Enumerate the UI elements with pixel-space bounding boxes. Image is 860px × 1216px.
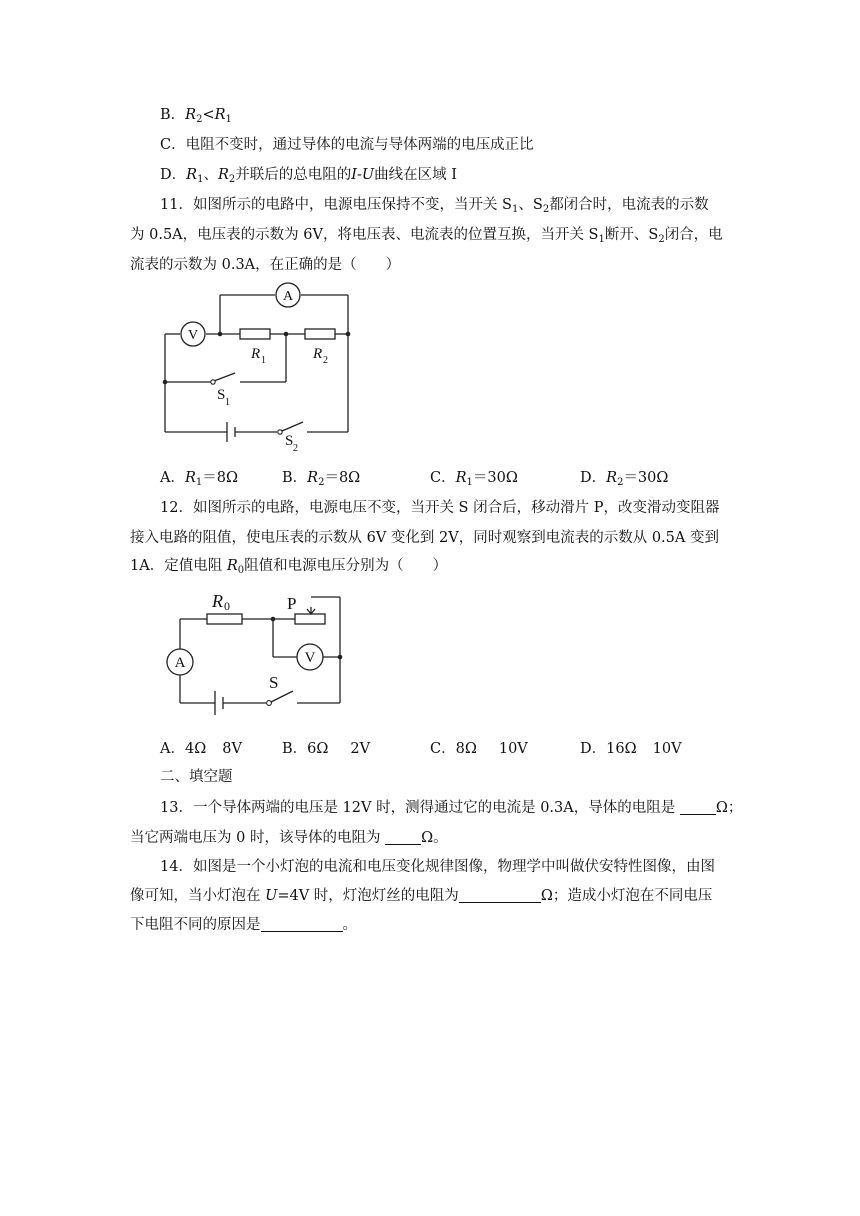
q11-option-d[interactable]: D．$R_2=30\Omega$ bbox=[580, 470, 669, 488]
q11-line-2: 为 0.5A，电压表的示数为 6V，将电压表、电流表的位置互换，当开关 $S_1$断开、$S_2$闭合，电 bbox=[130, 227, 723, 245]
q13-blank-2[interactable] bbox=[385, 829, 421, 845]
svg-text:1: 1 bbox=[225, 397, 230, 408]
q11-option-a[interactable]: A．$R_1=8\Omega$ bbox=[160, 470, 239, 488]
q13-line-1: 13．一个导体两端的电压是 12V 时，测得通过它的电流是 0.3A，导体的电阻是 Ω； bbox=[160, 800, 743, 816]
r2-resistor bbox=[305, 329, 335, 339]
option-b-prev: B．$R_2<R_1$ bbox=[160, 107, 232, 125]
q12-circuit-diagram bbox=[160, 585, 360, 725]
q12-line-2: 接入电路的阻值，使电压表的示数从 6V 变化到 2V，同时观察到电流表的示数从 0.5A 变到 bbox=[130, 530, 719, 546]
q14-line-2: 像可知，当小灯泡在 U=4V 时，灯泡灯丝的电阻为 Ω；造成小灯泡在不同电压 bbox=[130, 888, 713, 904]
svg-text:2: 2 bbox=[323, 355, 328, 366]
q14-line-1: 14．如图是一个小灯泡的电流和电压变化规律图像，物理学中叫做伏安特性图像，由图 bbox=[160, 859, 715, 875]
q11-circuit-diagram bbox=[155, 282, 365, 457]
section-title: 二、填空题 bbox=[160, 769, 233, 785]
q12-line-1: 12．如图所示的电路，电源电压不变，当开关 S 闭合后，移动滑片 P，改变滑动变阻器 bbox=[160, 500, 720, 516]
q11-option-b[interactable]: B．$R_2=8\Omega$ bbox=[282, 470, 361, 488]
q12-line-3: 1A．定值电阻 $R_0$阻值和电源电压分别为（ ） bbox=[130, 558, 448, 576]
s1-label: S bbox=[217, 387, 226, 403]
q14-blank-2[interactable] bbox=[261, 916, 343, 932]
s2-label: S bbox=[285, 433, 294, 449]
q12-option-a[interactable]: A．4Ω 8V bbox=[160, 741, 242, 757]
q11-line-1: 11．如图所示的电路中，电源电压保持不变，当开关 $S_1$、$S_2$都闭合时，电流表的示数 bbox=[160, 197, 709, 215]
q12-option-b[interactable]: B．6Ω 2V bbox=[282, 741, 371, 757]
r1-resistor bbox=[240, 329, 270, 339]
q12-option-c[interactable]: C．8Ω 10V bbox=[430, 741, 528, 757]
q13-blank-1[interactable] bbox=[680, 799, 716, 815]
s-label: S bbox=[269, 673, 279, 692]
voltmeter-label: V bbox=[304, 650, 316, 666]
option-d-prev: D．$R_1$、$R_2$并联后的总电阻的I-U曲线在区域 I bbox=[160, 167, 457, 185]
r0-resistor bbox=[207, 614, 242, 624]
q11-line-3: 流表的示数为 0.3A，在正确的是（ ） bbox=[130, 257, 401, 273]
ammeter-label: A bbox=[174, 655, 186, 671]
ammeter-label: A bbox=[282, 289, 294, 304]
rheostat bbox=[295, 614, 325, 624]
q11-option-c[interactable]: C．$R_1=30\Omega$ bbox=[430, 470, 518, 488]
q12-option-d[interactable]: D．16Ω 10V bbox=[580, 741, 682, 757]
voltmeter-label: V bbox=[187, 328, 199, 343]
svg-text:1: 1 bbox=[261, 355, 266, 366]
p-label: P bbox=[287, 594, 297, 613]
r1-label: R bbox=[251, 346, 261, 362]
q13-line-2: 当它两端电压为 0 时，该导体的电阻为 Ω。 bbox=[130, 830, 448, 846]
q14-blank-1[interactable] bbox=[459, 887, 541, 903]
svg-text:2: 2 bbox=[293, 443, 298, 454]
r2-label: R bbox=[313, 346, 323, 362]
svg-text:0: 0 bbox=[224, 599, 230, 613]
r0-label: R bbox=[212, 591, 223, 611]
option-c-prev: C．电阻不变时，通过导体的电流与导体两端的电压成正比 bbox=[160, 137, 534, 153]
q14-line-3: 下电阻不同的原因是 。 bbox=[130, 917, 357, 933]
